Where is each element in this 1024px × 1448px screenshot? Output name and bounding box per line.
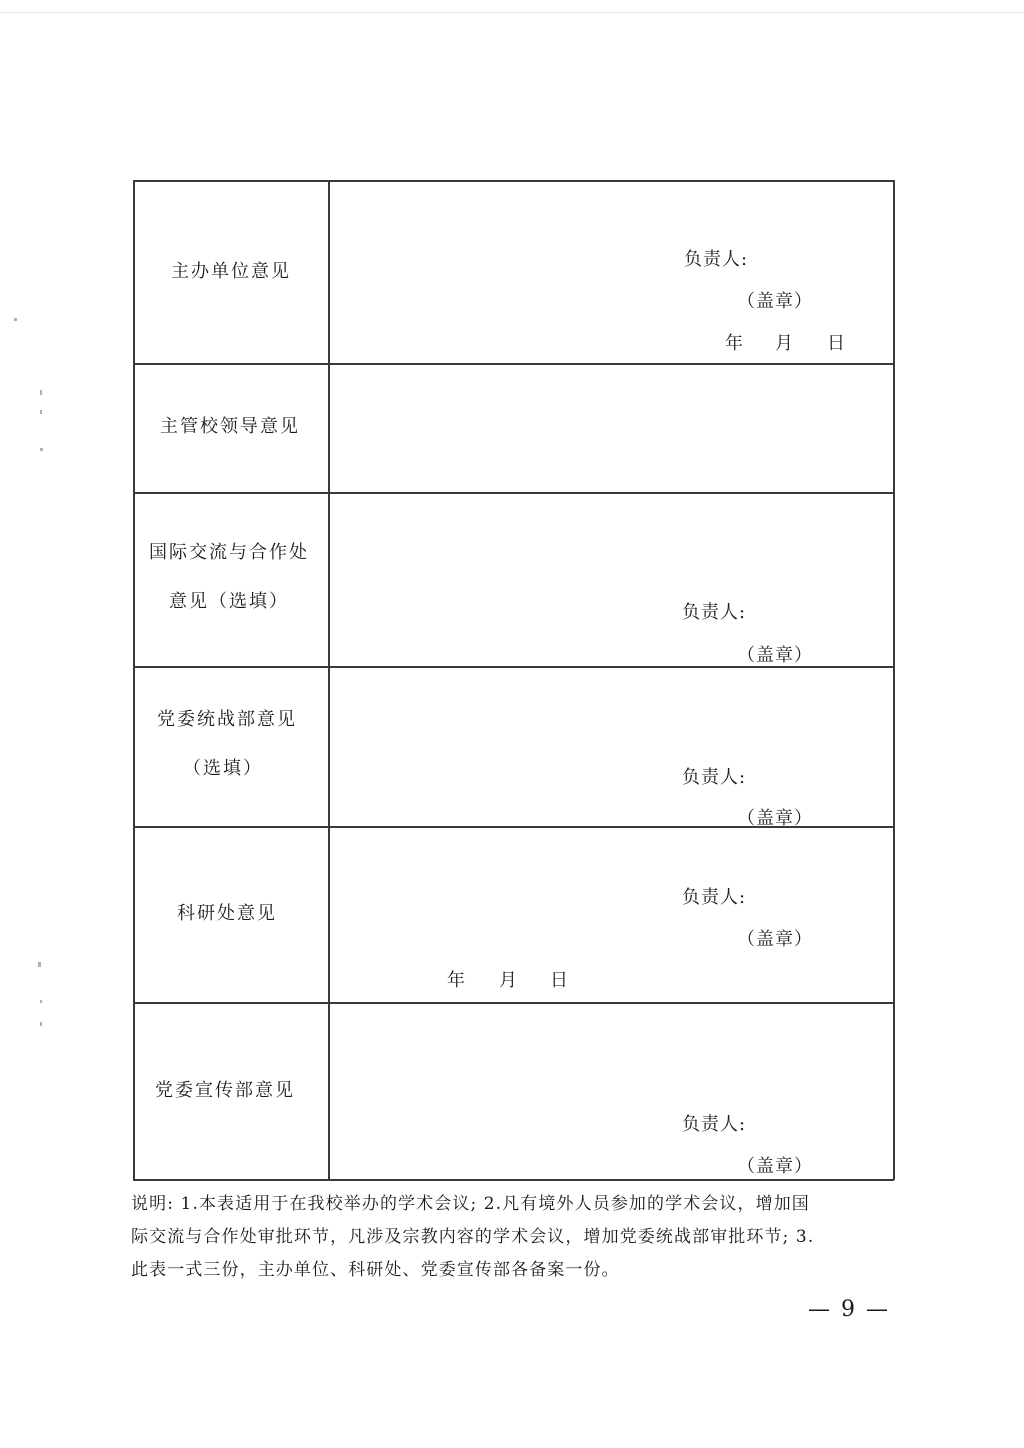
signer-label: 负责人: xyxy=(684,249,749,270)
note-line: 说明: 1.本表适用于在我校举办的学术会议; 2.凡有境外人员参加的学术会议，增加国 xyxy=(131,1194,810,1214)
scan-speck xyxy=(40,1000,42,1003)
form-note xyxy=(131,1188,897,1287)
date-year-label: 年 xyxy=(447,970,465,991)
row-label: 科研处意见 xyxy=(177,903,277,924)
note-line: 际交流与合作处审批环节，凡涉及宗教内容的学术会议，增加党委统战部审批环节; 3. xyxy=(131,1227,815,1247)
seal-label: （盖章） xyxy=(737,808,813,829)
row-label: （选填） xyxy=(183,758,263,779)
scan-speck xyxy=(40,448,43,451)
opinion-field[interactable] xyxy=(330,828,892,1001)
date-day-label: 日 xyxy=(550,970,568,991)
date-day-label: 日 xyxy=(827,333,845,354)
table-border-bottom xyxy=(133,1179,894,1181)
row-label: 主办单位意见 xyxy=(171,261,291,282)
row-label: 意见（选填） xyxy=(169,591,289,612)
table-border-right xyxy=(893,180,895,1180)
note-line: 此表一式三份，主办单位、科研处、党委宣传部各备案一份。 xyxy=(131,1260,620,1280)
page-edge xyxy=(0,12,1024,13)
seal-label: （盖章） xyxy=(737,291,813,312)
date-month-label: 月 xyxy=(499,970,517,991)
row-label: 国际交流与合作处 xyxy=(149,542,309,563)
seal-label: （盖章） xyxy=(737,645,813,666)
signer-label: 负责人: xyxy=(682,887,747,908)
seal-label: （盖章） xyxy=(737,929,813,950)
row-label: 主管校领导意见 xyxy=(160,416,300,437)
opinion-field[interactable] xyxy=(330,494,892,665)
opinion-field[interactable] xyxy=(330,365,892,491)
scan-speck xyxy=(38,962,41,967)
scan-speck xyxy=(14,318,17,321)
row-label: 党委统战部意见 xyxy=(157,709,297,730)
opinion-field[interactable] xyxy=(330,1004,892,1178)
page-number: — 9 — xyxy=(808,1297,890,1322)
signer-label: 负责人: xyxy=(682,1114,747,1135)
row-label: 党委宣传部意见 xyxy=(155,1080,295,1101)
scan-speck xyxy=(40,410,42,414)
scan-speck xyxy=(40,390,42,395)
signer-label: 负责人: xyxy=(682,767,747,788)
approval-form-table xyxy=(133,180,894,1180)
table-border-left xyxy=(133,180,135,1180)
opinion-field[interactable] xyxy=(330,182,892,362)
scan-speck xyxy=(40,1022,42,1026)
seal-label: （盖章） xyxy=(737,1156,813,1177)
opinion-field[interactable] xyxy=(330,668,892,825)
signer-label: 负责人: xyxy=(682,602,747,623)
date-year-label: 年 xyxy=(725,333,743,354)
date-month-label: 月 xyxy=(775,333,793,354)
